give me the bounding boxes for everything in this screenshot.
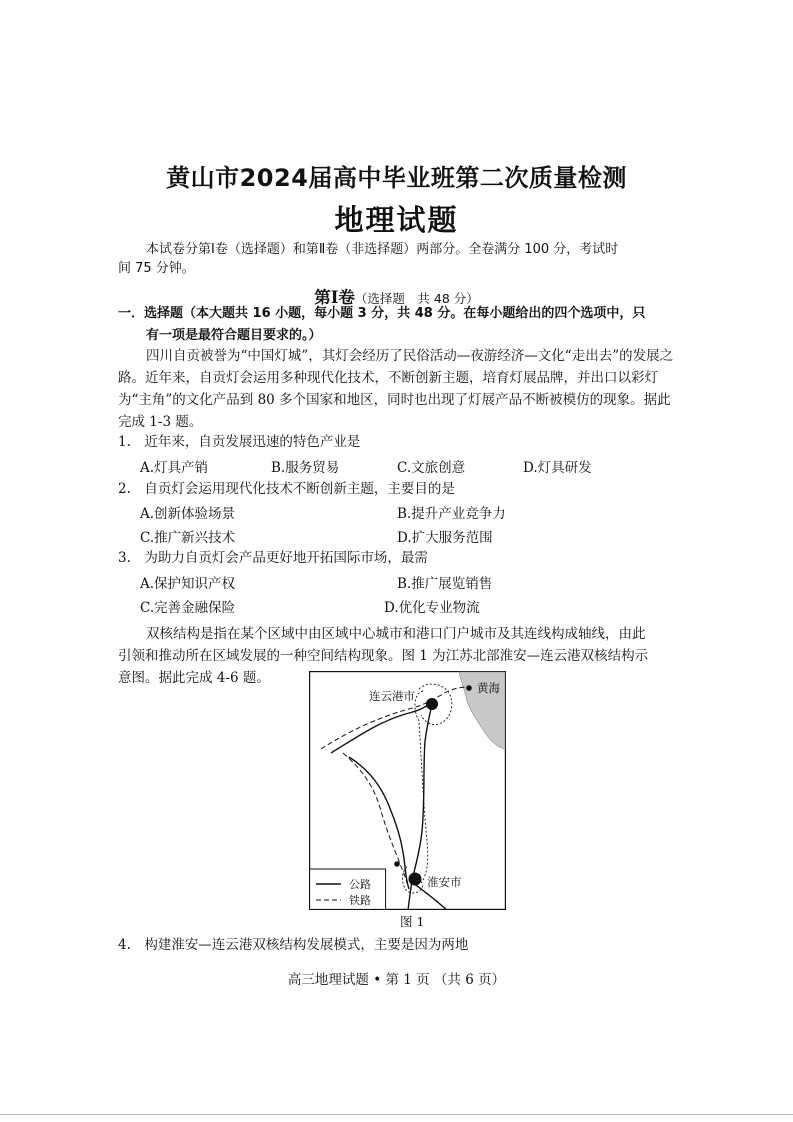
question-1-option-c: C.文旅创意 bbox=[397, 460, 466, 476]
part-title: 第Ⅰ卷 bbox=[314, 288, 355, 307]
question-3-stem: 3. 为助力自贡灯会产品更好地开拓国际市场，最需 bbox=[118, 550, 428, 566]
question-3-option-a: A.保护知识产权 bbox=[140, 576, 236, 592]
section-heading-line-1: 一．选择题（本大题共 16 小题，每小题 3 分，共 48 分。在每小题给出的四个选项中，只 bbox=[118, 306, 646, 321]
huaian-label: 淮安市 bbox=[427, 877, 462, 889]
town-marker bbox=[394, 861, 400, 867]
huaian-city-marker bbox=[409, 873, 422, 886]
intro-line-2: 间 75 分钟。 bbox=[118, 261, 195, 276]
part-subtitle: （选择题 共 48 分） bbox=[354, 291, 479, 306]
question-1-option-a: A.灯具产销 bbox=[140, 460, 209, 476]
exam-title: 黄山市2024届高中毕业班第二次质量检测 bbox=[166, 164, 627, 192]
passage1-line: 路。近年来，自贡灯会运用多种现代化技术，不断创新主题，培育灯展品牌，并出口以彩灯 bbox=[118, 370, 658, 386]
question-2-stem: 2. 自贡灯会运用现代化技术不断创新主题，主要目的是 bbox=[118, 481, 455, 497]
question-3-option-d: D.优化专业物流 bbox=[384, 600, 480, 616]
passage2-line: 意图。据此完成 4-6 题。 bbox=[118, 670, 270, 686]
passage1-line: 四川自贡被誉为“中国灯城”，其灯会经历了民俗活动—夜游经济—文化“走出去”的发展之 bbox=[146, 348, 674, 364]
question-1-stem: 1. 近年来，自贡发展迅速的特色产业是 bbox=[118, 434, 361, 450]
lianyungang-label: 连云港市 bbox=[369, 691, 415, 703]
lianyungang-city-marker bbox=[426, 698, 438, 710]
map-legend bbox=[310, 869, 386, 909]
legend-railway-label: 铁路 bbox=[349, 895, 371, 907]
question-2-option-d: D.扩大服务范围 bbox=[397, 530, 493, 546]
passage2-line: 双核结构是指在某个区域中由区域中心城市和港口门户城市及其连线构成轴线，由此 bbox=[146, 626, 646, 642]
question-2-option-b: B.提升产业竞争力 bbox=[397, 506, 506, 522]
intro-line-1: 本试卷分第Ⅰ卷（选择题）和第Ⅱ卷（非选择题）两部分。全卷满分 100 分，考试时 bbox=[146, 242, 619, 257]
section-heading-line-2: 有一项是最符合题目要求的。） bbox=[146, 328, 322, 343]
passage1-line: 为“主角”的文化产品到 80 多个国家和地区，同时也出现了灯展产品不断被模仿的现象。据此 bbox=[118, 392, 671, 408]
question-2-option-c: C.推广新兴技术 bbox=[140, 530, 236, 546]
question-2-option-a: A.创新体验场景 bbox=[140, 506, 236, 522]
huanghai-label: 黄海 bbox=[477, 683, 500, 695]
question-3-option-c: C.完善金融保险 bbox=[140, 600, 236, 616]
passage2-line: 引领和推动所在区域发展的一种空间结构现象。图 1 为江苏北部淮安—连云港双核结构示 bbox=[118, 648, 649, 664]
legend-road-label: 公路 bbox=[349, 879, 371, 891]
question-1-option-d: D.灯具研发 bbox=[523, 460, 592, 476]
exam-subject-title: 地理试题 bbox=[334, 203, 459, 237]
passage1-line: 完成 1-3 题。 bbox=[118, 414, 203, 430]
question-4-stem: 4. 构建淮安—连云港双核结构发展模式，主要是因为两地 bbox=[118, 937, 469, 953]
map-caption: 图 1 bbox=[400, 914, 425, 929]
page-bottom-edge bbox=[0, 1114, 793, 1115]
double-core-structure-map bbox=[309, 671, 506, 910]
port-marker bbox=[466, 685, 472, 691]
page-footer: 高三地理试题 • 第 1 页 （共 6 页） bbox=[287, 972, 506, 988]
question-3-option-b: B.推广展览销售 bbox=[397, 576, 493, 592]
question-1-option-b: B.服务贸易 bbox=[271, 460, 340, 476]
